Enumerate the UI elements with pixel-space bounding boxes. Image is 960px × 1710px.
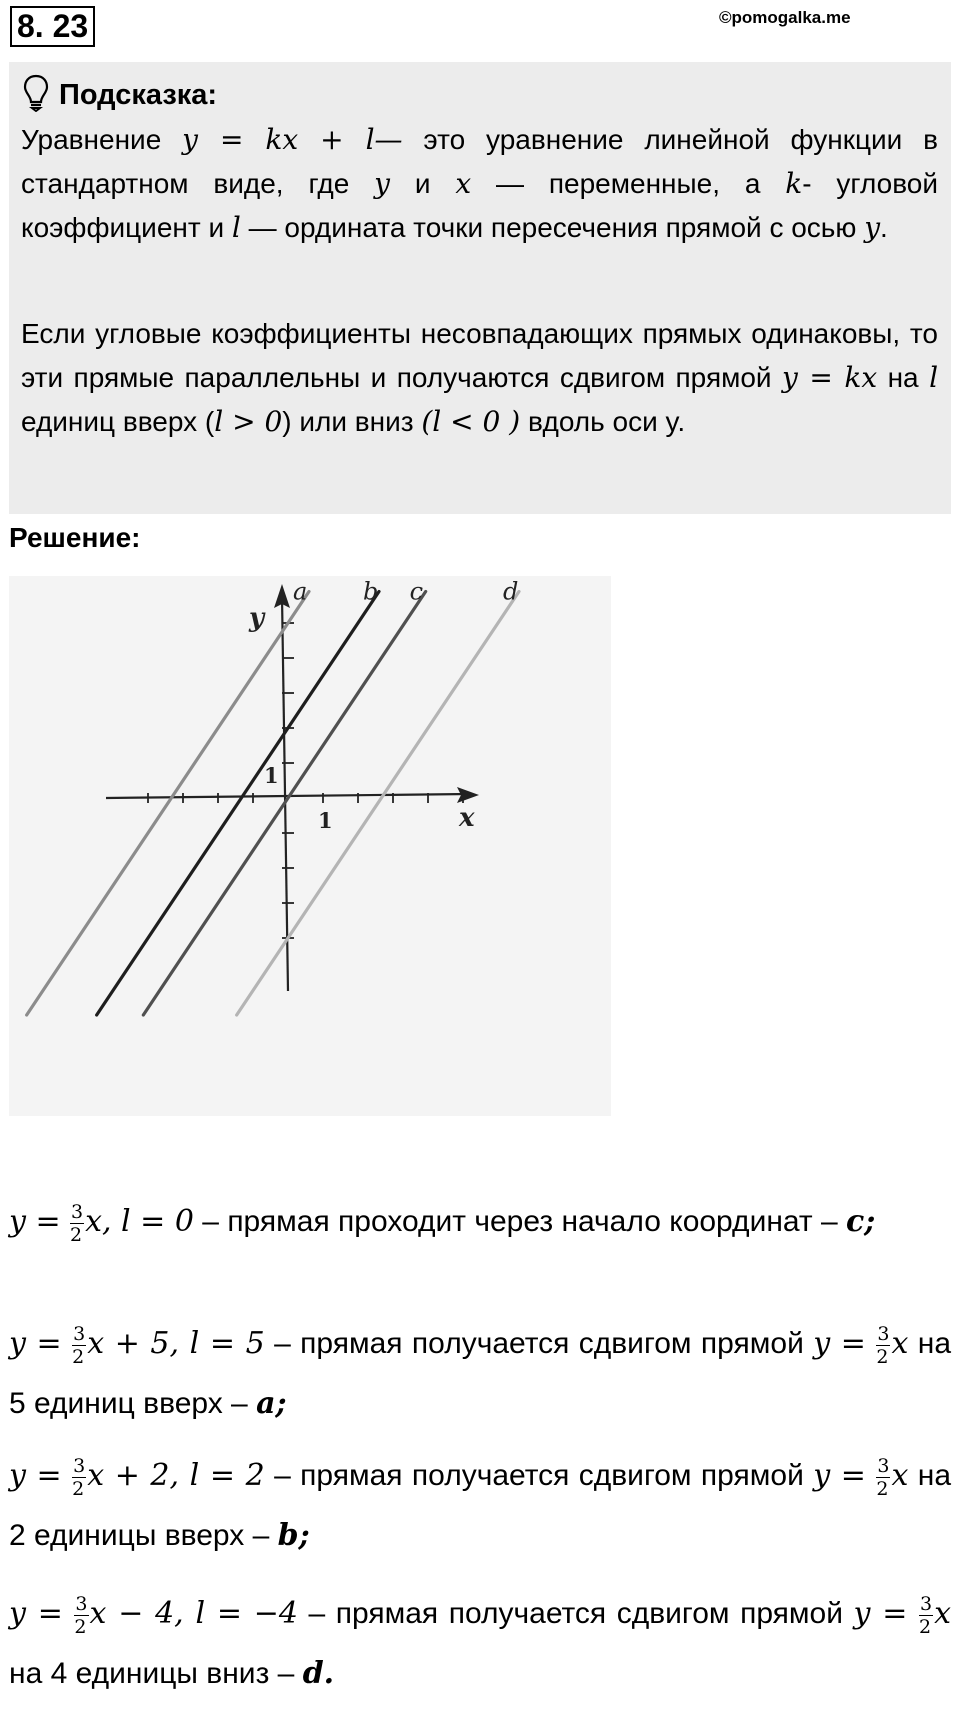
variable: k	[785, 167, 803, 200]
graph-line-label-d: d	[503, 577, 519, 606]
solution-title: Решение:	[9, 522, 141, 553]
answer-text: – прямая получается сдвигом прямой	[274, 1327, 804, 1360]
answer-text: – прямая проходит через начало координат –	[202, 1205, 838, 1238]
hint-header	[23, 74, 217, 117]
hint-text: Уравнение	[21, 124, 162, 155]
hint-box	[9, 62, 951, 514]
hint-text: — ордината точки пересечения прямой с осью	[248, 212, 857, 243]
fraction: $\frac{3}{2}$	[72, 1322, 86, 1368]
y-axis	[282, 596, 288, 991]
equation-x: x	[891, 1458, 909, 1493]
equation: y = kx + l—	[182, 123, 403, 156]
equation-rhs: x, l = 0	[85, 1204, 194, 1239]
equation-x: x	[934, 1596, 951, 1631]
hint-text: ) или вниз	[282, 406, 414, 437]
answer-text: на 5 единиц вверх –	[9, 1327, 952, 1420]
graph-svg	[9, 576, 611, 1116]
hint-text: - угловой коэффициент и	[21, 168, 939, 243]
hint-text: .	[880, 212, 888, 243]
hint-text: на	[887, 362, 919, 393]
equation-rhs: x + 2, l = 2	[87, 1458, 265, 1493]
hint-text: это уравнение линейной функции в стандартном виде, где	[21, 124, 939, 199]
answer-text: – прямая получается сдвигом прямой	[274, 1459, 804, 1492]
answer-line-b	[9, 1446, 951, 1566]
equation-tail: y =	[813, 1326, 866, 1361]
answer-letter: b;	[277, 1518, 310, 1553]
graph-figure	[9, 576, 611, 1116]
lightbulb-icon	[23, 74, 49, 117]
fraction: $\frac{3}{2}$	[74, 1592, 88, 1638]
copyright-text: ©pomogalka.me	[719, 8, 851, 27]
fraction: $\frac{3}{2}$	[876, 1322, 890, 1368]
graph-line-c	[143, 592, 425, 1016]
answer-line-a	[9, 1314, 951, 1434]
graph-line-d	[237, 592, 519, 1016]
equation-lhs: y =	[9, 1326, 62, 1361]
x-unit-label: 1	[318, 808, 333, 833]
answer-line-d	[9, 1584, 951, 1704]
equation: y = kx	[782, 361, 878, 394]
equation-rhs: x + 5, l = 5	[87, 1326, 265, 1361]
equation-x: x	[891, 1326, 909, 1361]
fraction: $\frac{3}{2}$	[72, 1454, 86, 1500]
answer-letter: a;	[256, 1386, 287, 1421]
variable: y	[864, 211, 881, 244]
answer-line-c	[9, 1192, 951, 1252]
hint-text: и	[414, 168, 431, 199]
fraction: $\frac{3}{2}$	[918, 1592, 933, 1638]
fraction: $\frac{3}{2}$	[69, 1200, 84, 1246]
variable: y	[374, 167, 390, 200]
hint-text: единиц вверх (	[21, 406, 215, 437]
variable: l	[231, 211, 241, 244]
answer-letter: c;	[846, 1204, 876, 1239]
answer-letter: d.	[302, 1656, 335, 1691]
equation-lhs: y =	[9, 1458, 62, 1493]
equation-lhs: y =	[9, 1596, 63, 1631]
answer-text: на 4 единицы вниз –	[9, 1657, 295, 1690]
hint-paragraph-2	[21, 312, 938, 444]
hint-text: вдоль оси y.	[527, 406, 686, 437]
variable: l	[929, 361, 939, 394]
variable: x	[455, 167, 472, 200]
equation-tail: y =	[813, 1458, 866, 1493]
answer-text: на 2 единицы вверх –	[9, 1459, 952, 1552]
hint-paragraph-1	[21, 118, 938, 250]
answer-text: – прямая получается сдвигом прямой	[308, 1597, 843, 1630]
fraction: $\frac{3}{2}$	[876, 1454, 890, 1500]
problem-number: 8. 23	[10, 6, 95, 47]
graph-line-b	[97, 592, 379, 1016]
y-axis-label: y	[249, 603, 265, 633]
hint-text: Если угловые коэффициенты несовпадающих прямых одинаковы, то эти прямые параллельны и получаются сдвигом прямой	[21, 318, 938, 393]
graph-line-label-a: a	[293, 577, 308, 606]
condition: l > 0	[214, 405, 283, 438]
graph-line-label-b: b	[363, 577, 379, 606]
equation-lhs: y =	[853, 1596, 908, 1631]
equation-lhs: y =	[9, 1204, 61, 1239]
x-axis-label: x	[459, 803, 475, 833]
hint-title: Подсказка:	[59, 79, 218, 111]
graph-line-a	[27, 592, 309, 1016]
graph-line-label-c: c	[409, 577, 424, 606]
condition: (l < 0 )	[421, 405, 521, 438]
hint-text: — переменные, а	[496, 168, 761, 199]
y-unit-label: 1	[264, 763, 279, 788]
equation-rhs: x − 4, l = −4	[89, 1596, 298, 1631]
